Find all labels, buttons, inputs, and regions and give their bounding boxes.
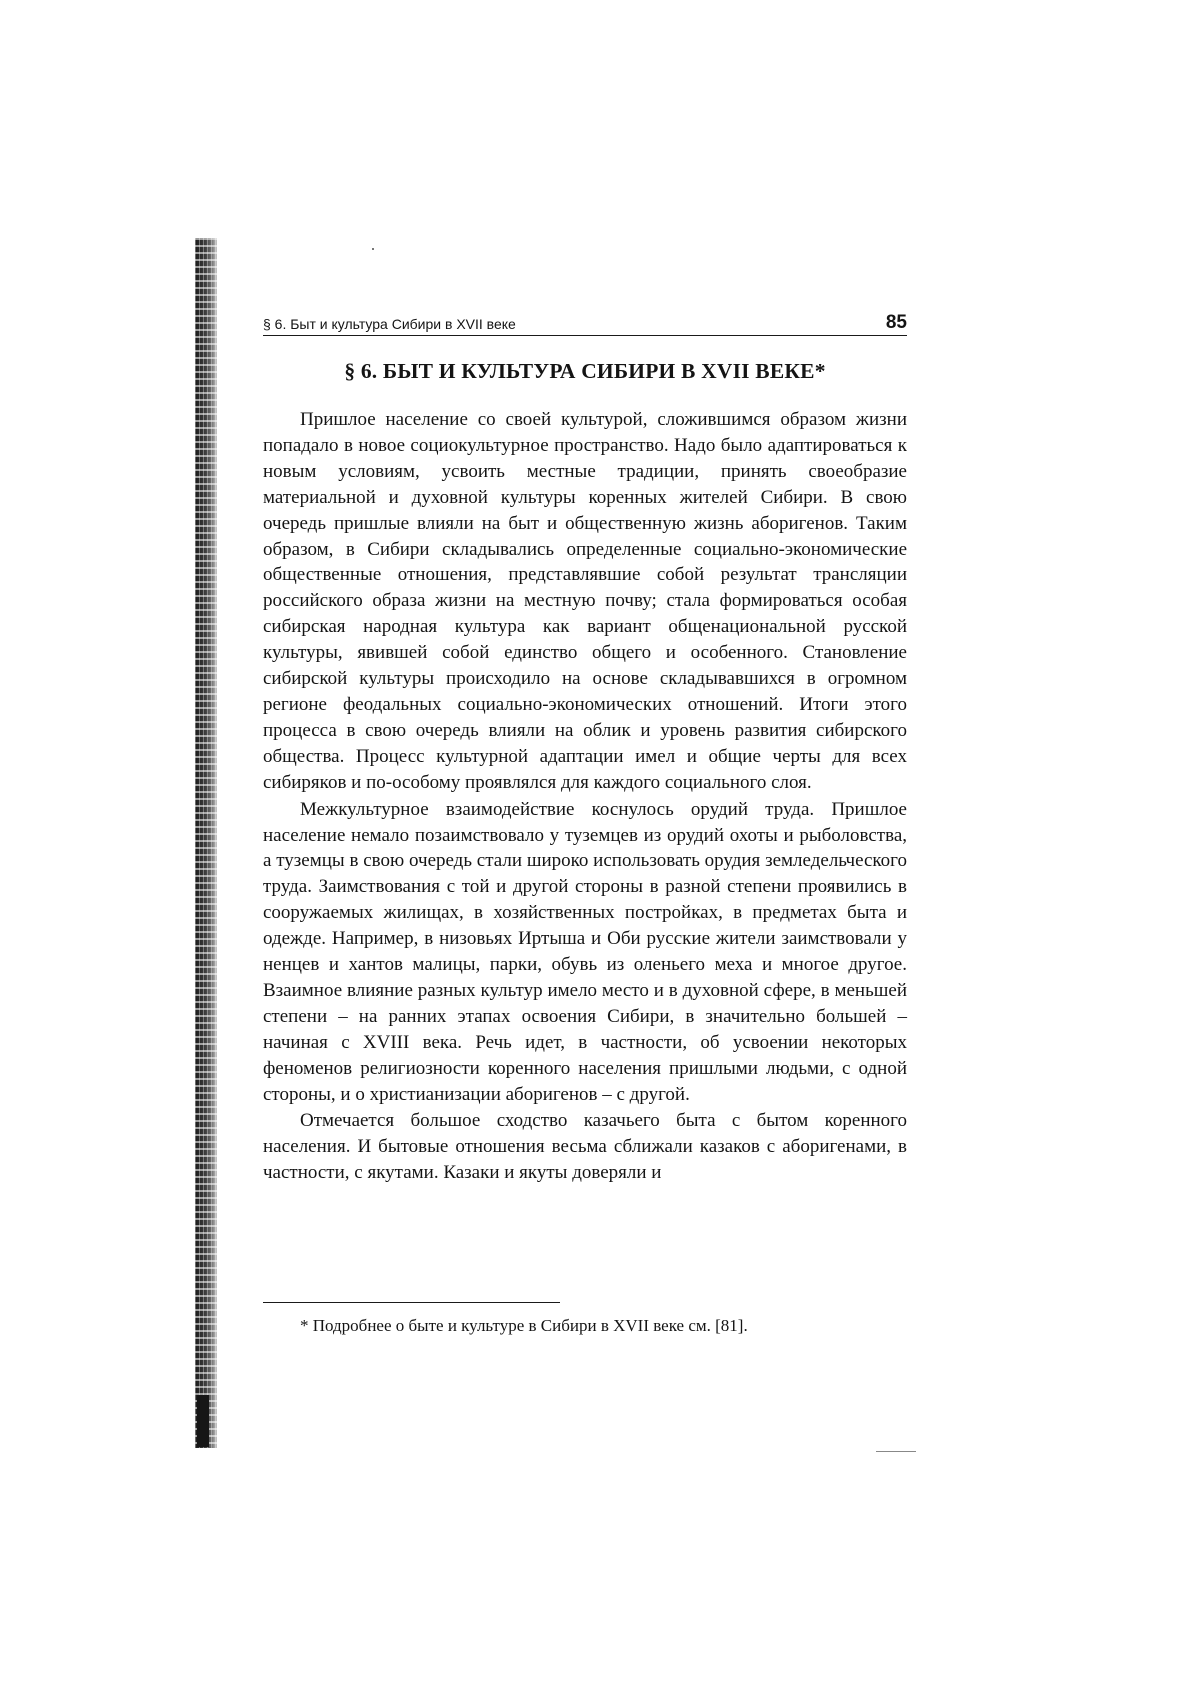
section-title: § 6. БЫТ И КУЛЬТУРА СИБИРИ В XVII ВЕКЕ* bbox=[344, 359, 826, 383]
page-number: 85 bbox=[885, 312, 907, 333]
scan-speck bbox=[372, 248, 374, 250]
paragraph-3: Отмечается большое сходство казачьего быта с бытом коренного населения. И бытовые отношения весьма сближали казаков с аборигенами, в частности, с якутами. Казаки и якуты доверяли и bbox=[263, 1110, 907, 1184]
paragraph-1: Пришлое население со своей культурой, сложившимся образом жизни попадало в новое социокультурное пространство. Надо было адаптироваться к новым условиям, усвоить местные традиции, принять своеобразие материальной и духовной культуры коренных жителей Сибири. В свою очередь пришлые влияли на быт и общественную жизнь аборигенов. Таким образом, в Сибири складывались определенные социально-экономические общественные отношения, представлявшие собой результат трансляции российского образа жизни на местную почву; стала формироваться особая сибирская народная культура как вариант общенациональной русской культуры, явившей собой единство общего и особенного. Становление сибирской культуры происходило на основе складывавшихся в огромном регионе феодальных социально-экономических отношений. Итоги этого процесса в свою очередь влияли на облик и уровень развития сибирского общества. Процесс культурной адаптации имел и общие черты для всех сибиряков и по-особому проявлялся для каждого социального слоя. bbox=[263, 409, 907, 793]
running-header bbox=[263, 309, 907, 336]
paragraph-2: Межкультурное взаимодействие коснулось орудий труда. Пришлое население немало позаимствовало у туземцев из орудий охоты и рыболовства, а туземцы в свою очередь стали широко использовать орудия земледельческого труда. Заимствования с той и другой стороны в разной степени проявились в сооружаемых жилищах, в хозяйственных постройках, в предметах быта и одежде. Например, в низовьях Иртыша и Оби русские жители заимствовали у ненцев и хантов малицы, парки, обувь из оленьего меха и многое другое. Взаимное влияние разных культур имело место и в духовной сфере, в меньшей степени – на ранних этапах освоения Сибири, в значительно большей – начиная с XVIII века. Речь идет, в частности, об усвоении некоторых феноменов религиозности коренного населения пришлыми людьми, с одной стороны, и о христианизации аборигенов – с другой. bbox=[263, 798, 907, 1105]
footnote: * Подробнее о быте и культуре в Сибири в XVII веке см. [81]. bbox=[300, 1316, 748, 1335]
scanned-binding-edge-tail bbox=[197, 1395, 209, 1447]
running-title: § 6. Быт и культура Сибири в XVII веке bbox=[263, 316, 516, 332]
scanned-binding-edge bbox=[195, 238, 217, 1448]
footnote-divider bbox=[263, 1302, 560, 1303]
scan-stray-mark bbox=[876, 1451, 916, 1452]
body-text bbox=[263, 407, 907, 1187]
